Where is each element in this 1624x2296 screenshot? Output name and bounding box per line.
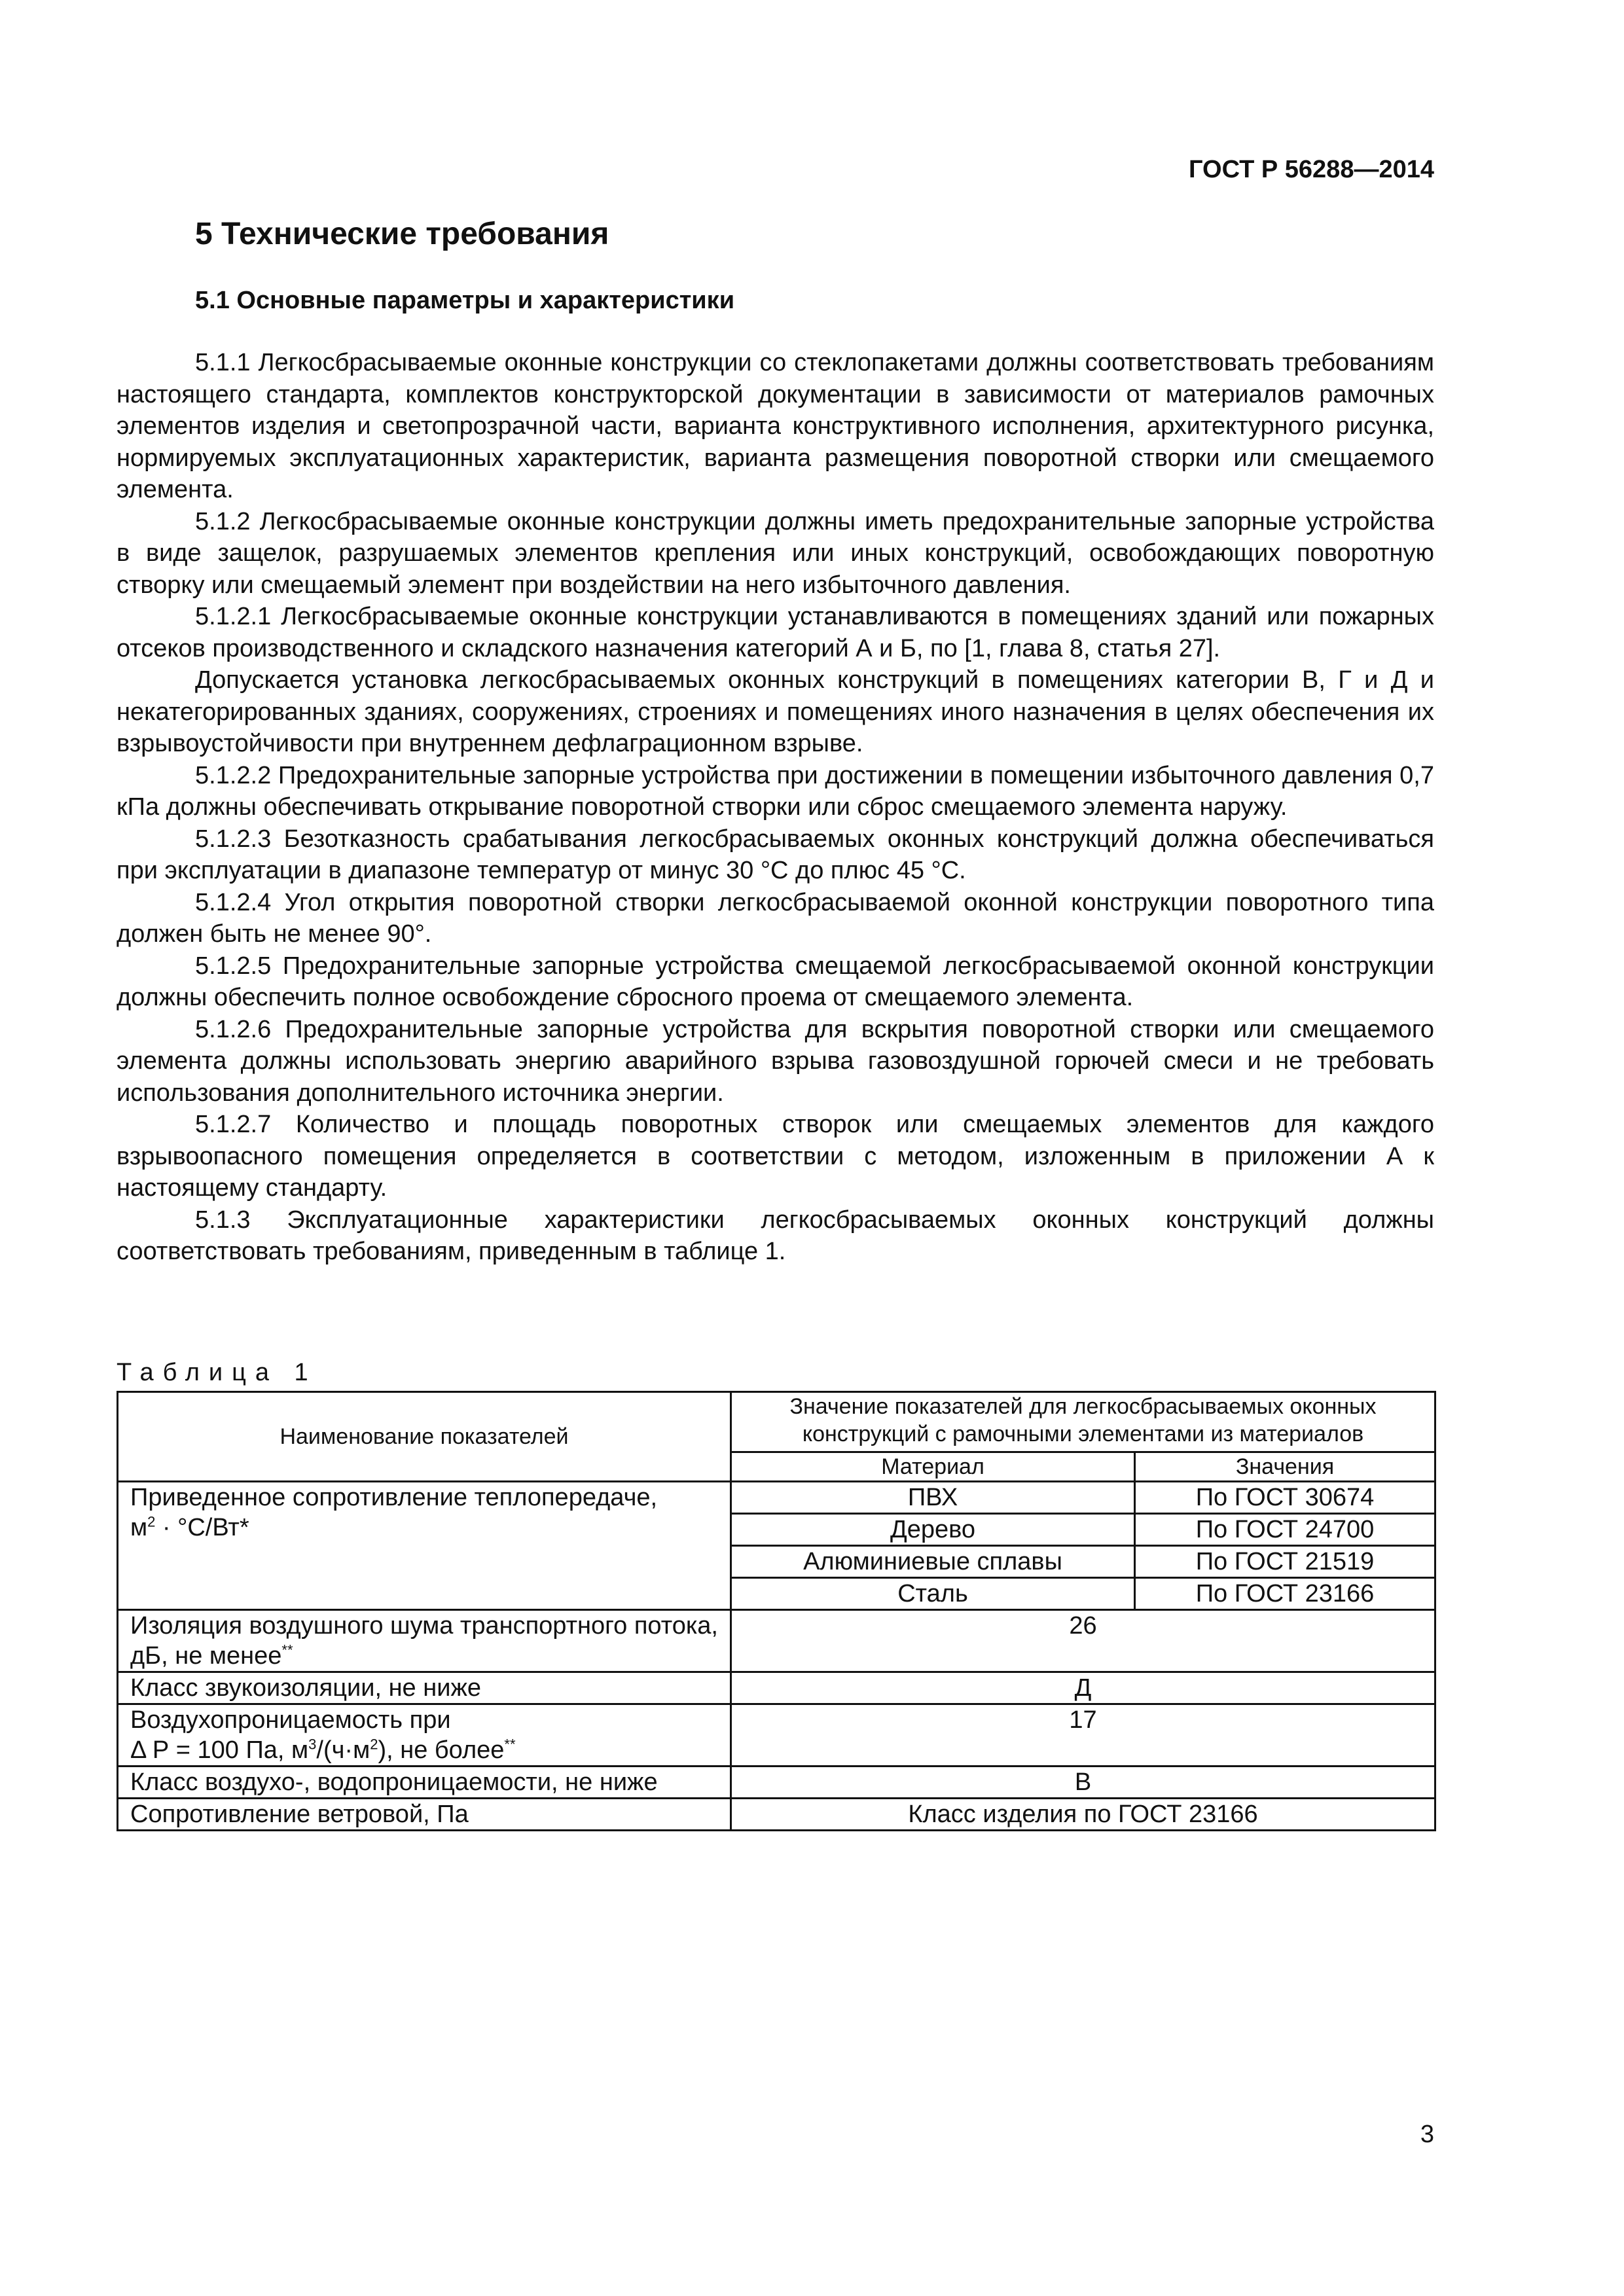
- material-cell: Дерево: [731, 1514, 1135, 1546]
- document-code: ГОСТ Р 56288—2014: [1189, 156, 1434, 183]
- value-cell: По ГОСТ 30674: [1135, 1482, 1435, 1514]
- table-row: [118, 1672, 1435, 1704]
- material-cell: Сталь: [731, 1578, 1135, 1610]
- table-row: [118, 1799, 1435, 1831]
- header-cell-name: Наименование показателей: [118, 1392, 731, 1482]
- paragraph: 5.1.3 Эксплуатационные характеристики легкосбрасываемых оконных конструкций должны соответствовать требованиям, приведенным в таблице 1.: [117, 1206, 1434, 1265]
- paragraph: 5.1.2.3 Безотказность срабатывания легкосбрасываемых оконных конструкций должна обеспечиваться при эксплуатации в диапазоне температур от минус 30 °С до плюс 45 °С.: [117, 825, 1434, 884]
- table-row: [118, 1610, 1435, 1672]
- page-number: 3: [1420, 2121, 1434, 2148]
- row-label-air-water-class: Класс воздухо-, водопроницаемости, не ниже: [118, 1767, 731, 1799]
- row-label-air: Воздухопроницаемость при Δ Р = 100 Па, $м^3/(ч\cdot м^2)$, не более**: [118, 1704, 731, 1767]
- value-cell: По ГОСТ 23166: [1135, 1578, 1435, 1610]
- table-caption: Таблица 1: [117, 1359, 317, 1386]
- header-cell-value: Значения: [1135, 1452, 1435, 1482]
- paragraph: 5.1.2.5 Предохранительные запорные устройства смещаемой легкосбрасываемой оконной конструкции должны обеспечить полное освобождение сбросного проема от смещаемого элемента.: [117, 952, 1434, 1011]
- value-cell: Д: [731, 1672, 1435, 1704]
- value-cell: По ГОСТ 21519: [1135, 1546, 1435, 1578]
- paragraph: 5.1.2.2 Предохранительные запорные устройства при достижении в помещении избыточного давления 0,7 кПа должны обеспечивать открывание поворотной створки или сброс смещаемого элемента наружу.: [117, 761, 1434, 821]
- paragraph: 5.1.2.1 Легкосбрасываемые оконные конструкции устанавливаются в помещениях зданий или пожарных отсеков производственного и складского назначения категорий А и Б, по [1, глава 8, статья 27].: [117, 603, 1434, 662]
- paragraph: Допускается установка легкосбрасываемых оконных конструкций в помещениях категории В, Г и Д и некатегорированных зданиях, сооружениях, строениях и помещениях иного назначения в целях обеспечения их взрывоустойчивости при внутреннем дефлаграционном взрыве.: [117, 666, 1434, 757]
- paragraph: 5.1.2.7 Количество и площадь поворотных створок или смещаемых элементов для каждого взрывоопасного помещения определяется в соответствии с методом, изложенным в приложении А к настоящему стандарту.: [117, 1111, 1434, 1202]
- value-cell: В: [731, 1767, 1435, 1799]
- paragraph: 5.1.2.6 Предохранительные запорные устройства для вскрытия поворотной створки или смещаемого элемента должны использовать энергию аварийного взрыва газовоздушной горючей смеси и не требовать использования дополнительного источника энергии.: [117, 1015, 1434, 1107]
- material-cell: Алюминиевые сплавы: [731, 1546, 1135, 1578]
- body-text: [117, 347, 1434, 1268]
- value-cell: По ГОСТ 24700: [1135, 1514, 1435, 1546]
- value-cell: 17: [731, 1704, 1435, 1767]
- row-label-thermal: Приведенное сопротивление теплопередаче, $м^2 \cdot ^\circ С/Вт*$: [118, 1482, 731, 1610]
- table-row: [118, 1482, 1435, 1514]
- requirements-table: [117, 1391, 1436, 1831]
- row-label-wind: Сопротивление ветровой, Па: [118, 1799, 731, 1831]
- table-row: [118, 1704, 1435, 1767]
- paragraph: 5.1.2 Легкосбрасываемые оконные конструкции должны иметь предохранительные запорные устройства в виде защелок, разрушаемых элементов крепления или иных конструкций, освобождающих поворотную створку или смещаемый элемент при воздействии на него избыточного давления.: [117, 507, 1434, 599]
- table-row: [118, 1767, 1435, 1799]
- subsection-title: 5.1 Основные параметры и характеристики: [195, 287, 735, 314]
- material-cell: ПВХ: [731, 1482, 1135, 1514]
- header-cell-material: Материал: [731, 1452, 1135, 1482]
- paragraph: 5.1.2.4 Угол открытия поворотной створки легкосбрасываемой оконной конструкции поворотного типа должен быть не менее 90°.: [117, 888, 1434, 948]
- table-header-row: [118, 1392, 1435, 1452]
- value-cell: 26: [731, 1610, 1435, 1672]
- paragraph: 5.1.1 Легкосбрасываемые оконные конструкции со стеклопакетами должны соответствовать требованиям настоящего стандарта, комплектов конструкторской документации в зависимости от материалов рамочных элементов изделия и светопрозрачной части, варианта конструктивного исполнения, архитектурного рисунка, нормируемых эксплуатационных характеристик, варианта размещения поворотной створки или смещаемого элемента.: [117, 349, 1434, 503]
- row-label-sound-class: Класс звукоизоляции, не ниже: [118, 1672, 731, 1704]
- row-label-noise: Изоляция воздушного шума транспортного потока, дБ, не менее**: [118, 1610, 731, 1672]
- section-title: 5 Технические требования: [195, 217, 609, 251]
- header-cell-values: Значение показателей для легкосбрасываемых оконных конструкций с рамочными элементами из материалов: [731, 1392, 1435, 1452]
- value-cell: Класс изделия по ГОСТ 23166: [731, 1799, 1435, 1831]
